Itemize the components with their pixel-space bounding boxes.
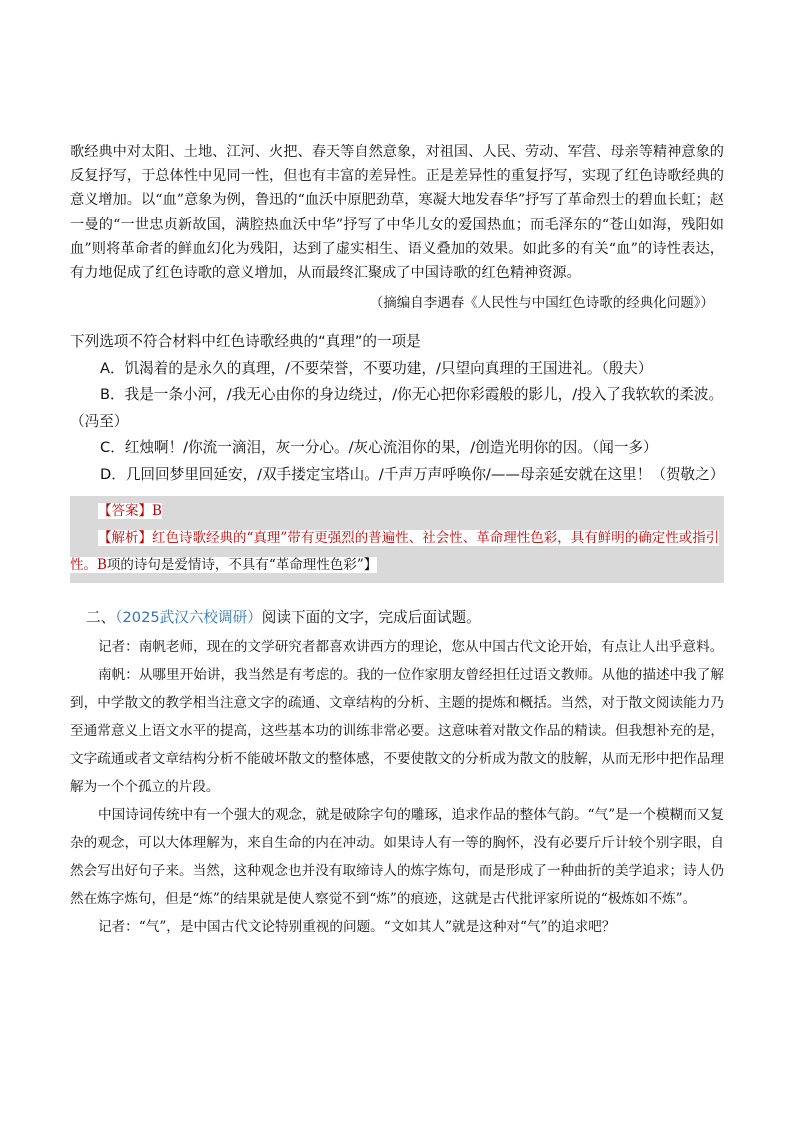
analysis-line xyxy=(70,525,724,579)
section-instruction: 阅读下面的文字，完成后面试题。 xyxy=(261,609,481,627)
option-d: D．几回回梦里回延安，/双手搂定宝塔山。/千声万声呼唤你/——母亲延安就在这里！（贺敬之） xyxy=(100,465,725,483)
option-a: A．饥渴着的是永久的真理，/不要荣誉，不要功建，/只望向真理的王国进礼。（殷夫） xyxy=(100,359,653,377)
option-b: B．我是一条小河，/我无心由你的身边绕过，/你无心把你彩霞般的影儿，/投入了我软软的柔波。（冯至） xyxy=(70,386,724,430)
option-c: C．红烛啊！/你流一滴泪，灰一分心。/灰心流泪你的果，/创造光明你的因。（闻一多） xyxy=(100,439,658,457)
analysis-tag: 【解析】 xyxy=(98,530,152,547)
question-stem: 下列选项不符合材料中红色诗歌经典的“真理”的一项是 xyxy=(70,333,421,351)
passage-citation: （摘编自李遇春《人民性与中国红色诗歌的经典化问题》） xyxy=(369,295,714,312)
answer-line xyxy=(70,498,724,525)
answer-box xyxy=(70,496,724,583)
section-number: 二、 xyxy=(86,609,116,627)
dialogue-paragraph: 记者：“气”，是中国古代文论特别重视的问题。“文如其人”就是这种对“气”的追求吧？ xyxy=(98,919,616,936)
section-heading xyxy=(86,605,724,631)
section-source: （2025武汉六校调研） xyxy=(115,609,262,627)
document-page xyxy=(70,140,724,941)
answer-value: B xyxy=(152,503,162,520)
dialogue-paragraph: 南帆：从哪里开始讲，我当然是有考虑的。我的一位作家朋友曾经担任过语文教师。从他的描述中我了解到，中学散文的教学相当注意文字的疏通、文章结构的分析、主题的提炼和概括。当然，对于散文阅读能力乃至通常意义上语文水平的提高，这些基本功的训练非常必要。这意味着对散文作品的精读。但我想补充的是，文字疏通或者文章结构分析不能破坏散文的整体感，不要使散文的分析成为散文的肢解，从而无形中把作品理解为一个个孤立的片段。 xyxy=(70,667,724,796)
passage-paragraph: 歌经典中对太阳、土地、江河、火把、春天等自然意象，对祖国、人民、劳动、军营、母亲等精神意象的反复抒写，于总体性中见同一性，但也有丰富的差异性。正是差异性的重复抒写，实现了红色诗歌经典的意义增加。以“血”意象为例，鲁迅的“血沃中原肥劲草，寒凝大地发春华”抒写了革命烈士的碧血长虹；赵一曼的“一世忠贞新故国，满腔热血沃中华”抒写了中华儿女的爱国热血；而毛泽东的“苍山如海，残阳如血”则将革命者的鲜血幻化为残阳，达到了虚实相生、语义叠加的效果。如此多的有关“血”的诗性表达，有力地促成了红色诗歌的意义增加，从而最终汇聚成了中国诗歌的红色精神资源。 xyxy=(70,144,724,282)
analysis-option-b: B xyxy=(97,557,107,574)
analysis-text: 红色诗歌经典的“真理”带有更强烈的普遍性、社会性、革命理性色彩，具有鲜明的确定性或指引性。 xyxy=(70,530,720,574)
analysis-text-2: 项的诗句是爱情诗，不具有“革命理性色彩”】 xyxy=(106,557,378,574)
dialogue-paragraph: 记者：南帆老师，现在的文学研究者都喜欢讲西方的理论，您从中国古代文论开始，有点让人出乎意料。 xyxy=(98,639,724,656)
dialogue-paragraph: 中国诗词传统中有一个强大的观念，就是破除字句的雕琢，追求作品的整体气韵。“气”是一个模糊而又复杂的观念，可以大体理解为，来自生命的内在冲动。如果诗人有一等的胸怀，没有必要斤斤计较个别字眼，自然会写出好句子来。当然，这种观念也并没有取缔诗人的炼字炼句，而是形成了一种曲折的美学追求；诗人仍然在炼字炼句，但是“炼”的结果就是使人察觉不到“炼”的痕迹，这就是古代批评家所说的“极炼如不炼”。 xyxy=(70,807,724,908)
answer-tag: 【答案】 xyxy=(98,503,152,520)
